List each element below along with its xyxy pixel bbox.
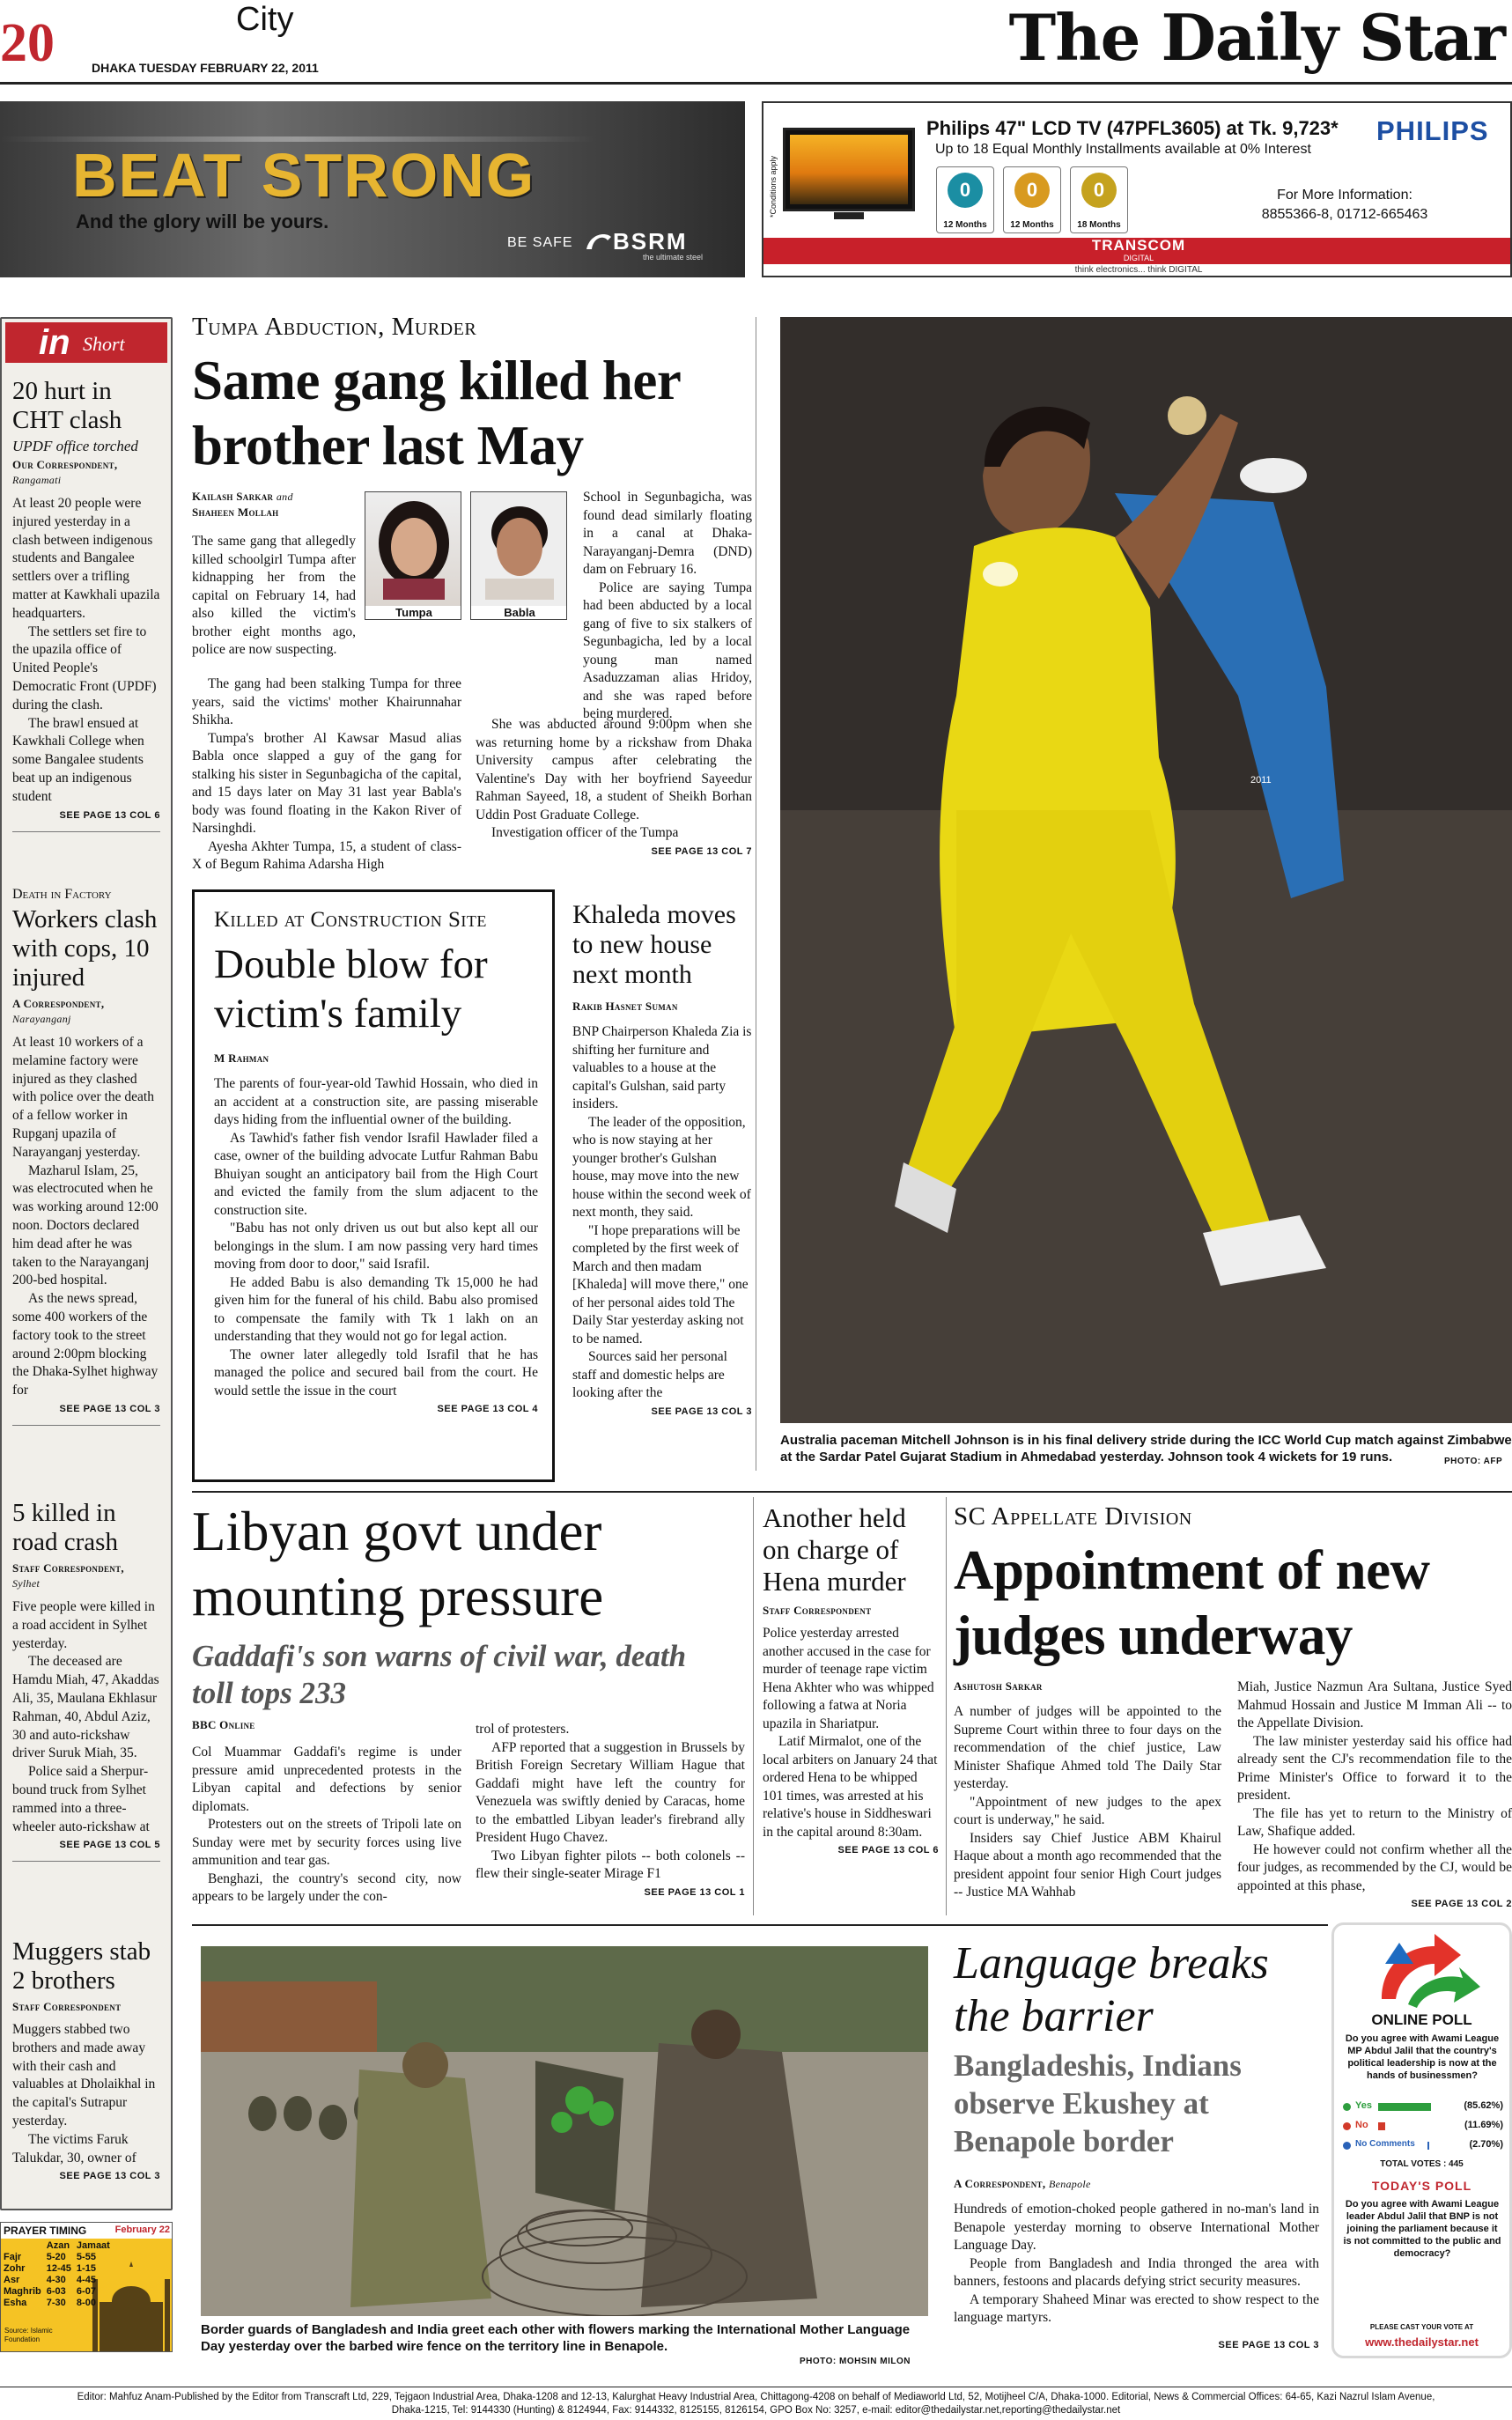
prayer-cell: Maghrib (4, 2286, 41, 2297)
story-byline: BBC Online (192, 1718, 255, 1731)
info-label: For More Information: (1277, 188, 1412, 203)
poll-cast-label: PLEASE CAST YOUR VOTE AT (1369, 2323, 1474, 2331)
prayer-cell: 8-00 (76, 2298, 96, 2308)
prayer-cell: 7-30 (46, 2298, 66, 2308)
see-page-link[interactable]: SEE PAGE 13 COL 6 (837, 1845, 939, 1856)
prayer-row (4, 2263, 114, 2275)
photo-credit: PHOTO: MOHSIN MILON (800, 2357, 911, 2366)
badge-flexi: 0 12 Months (1003, 166, 1061, 233)
bsrm-brand: BSRM (613, 228, 688, 255)
transcom-sub: DIGITAL (1123, 254, 1154, 262)
prayer-row (4, 2252, 114, 2263)
prayer-timing-box (0, 2222, 173, 2352)
badge-0pct: 0 12 Months (936, 166, 994, 233)
see-page-link[interactable]: SEE PAGE 13 COL 5 (59, 1840, 160, 1851)
prayer-table (4, 2240, 114, 2309)
see-page-link[interactable]: SEE PAGE 13 COL 3 (1218, 2339, 1319, 2350)
story-column-1: A number of judges will be appointed to the Supreme Court within three to four days on the recommendation of the chief justice, Law Minister Shafique Ahmed told The Daily Star yesterday. "Appointment of new judges to the apex court is underway," he said. Insiders say Chief Justice ABM Khairul Haque about a month ago recommended that the president appoint four senior High Court judges -- Justice MA Wahhab (954, 1704, 1221, 1900)
prayer-row (4, 2275, 114, 2286)
brief-title: Muggers stab 2 brothers (12, 1937, 151, 1995)
story-subhead: Bangladeshis, Indians observe Ekushey at Benapole border (954, 2048, 1242, 2158)
poll-bar-yes (1378, 2103, 1431, 2111)
border-guards-photo (201, 1946, 928, 2316)
be-safe-text: BE SAFE (507, 235, 573, 250)
judges-story (954, 1502, 1512, 1916)
prayer-cell: 12-45 (46, 2263, 71, 2274)
story-column-1: Col Muammar Gaddafi's regime is under pressure amid unprecedented protests in the Libyan capital and defections by senior diplomats. Protesters out on the streets of Tripoli late on Sunday were met by security forces using live ammunition and tear gas. Benghazi, the country's second city, now appears to be largely under the con- (192, 1745, 461, 1904)
column-rule (946, 1497, 947, 1915)
story-headline: Libyan govt under mounting pressure (192, 1501, 604, 1627)
prayer-row (4, 2286, 114, 2298)
prayer-cell: 5-55 (76, 2252, 96, 2262)
see-page-link[interactable]: SEE PAGE 13 COL 3 (59, 1403, 160, 1414)
see-page-link[interactable]: SEE PAGE 13 COL 4 (437, 1404, 538, 1414)
story-column-1b: The gang had been stalking Tumpa for three years, said the victims' mother Khairunnahar Shikha. Tumpa's brother Al Kawsar Masud alias Babla once slapped a guy of the gang for stalking his sister in Segunbagicha of the capital, and 15 days later on May 31 last year Babla's body was found floating in the Kakon River of Narsinghdi. Ayesha Akhter Tumpa, 15, a student of class-X of Begum Rahima Adarsha High (192, 676, 461, 872)
brief-road-crash: 5 killed in road crash Staff Correspondent, Sylhet Five people were killed in a road accident in Sylhet yesterday. The deceased are Hamdu Miah, 47, Akaddas Ali, 35, Maulana Ekhlasur Rahman, 40, Abdul Aziz, 30 and auto-rickshaw driver Suruk Miah, 35. Police said a Sherpur-bound truck from Sylhet rammed into a three-wheeler auto-rickshaw at SEE PAGE 13 COL 5 (12, 1499, 160, 1862)
transcom-name: TRANSCOM (1091, 237, 1186, 254)
prayer-cell: 6-07 (76, 2286, 96, 2297)
poll-bar-no (1378, 2122, 1385, 2130)
bsrm-brand-sub: the ultimate steel (643, 253, 704, 262)
newspaper-name: The Daily Star (1008, 0, 1505, 75)
poll-question: Do you agree with Awami League MP Abdul Jalil that the country's political leadership is now at the hands of businessmen? (1345, 2033, 1500, 2081)
poll-total: TOTAL VOTES : 445 (1380, 2159, 1464, 2169)
prayer-cell: 4-30 (46, 2275, 66, 2285)
prayer-column-header (4, 2240, 47, 2252)
section-rule (192, 1924, 1328, 1926)
online-poll-box[interactable] (1331, 1922, 1512, 2358)
victim-photo-babla (470, 491, 567, 620)
prayer-cell: Esha (4, 2298, 27, 2308)
masthead-rule (0, 82, 1512, 85)
philips-installments: Up to 18 Equal Monthly Installments available at 0% Interest (935, 142, 1311, 157)
transcom-strap: think electronics... think DIGITAL (1074, 265, 1203, 275)
poll-option-no: No (11.69%) (1343, 2117, 1503, 2136)
transcom-band (763, 238, 1512, 264)
brief-muggers: Muggers stab 2 brothers Staff Correspondent Muggers stabbed two brothers and made away with their cash and valuables at Dholaikhal in the capital's Sutrapur yesterday. The victims Faruk Talukdar, 30, owner of SEE PAGE 13 COL 3 (12, 1937, 160, 2182)
bsrm-headline: BEAT STRONG (72, 141, 536, 210)
installment-badges (936, 166, 1130, 235)
in-short-column (0, 317, 173, 2210)
dateline: DHAKA TUESDAY FEBRUARY 22, 2011 (92, 61, 319, 75)
prayer-column-header: Azan (46, 2240, 70, 2251)
see-page-link[interactable]: SEE PAGE 13 COL 3 (59, 2171, 160, 2182)
philips-brand: PHILIPS (1376, 115, 1489, 146)
brief-byline: A Correspondent, (12, 997, 105, 1010)
story-byline: Rakib Hasnet Suman (572, 1000, 678, 1013)
see-page-link[interactable]: SEE PAGE 13 COL 1 (644, 1886, 745, 1898)
footer-imprint: Editor: Mahfuz Anam-Published by the Editor from Transcraft Ltd, 229, Tejgaon Industrial Area, Dhaka-1208 and 12-13, Kalurghat Heavy Industrial Area, Chittagong-4208 on behalf of Mediaworld Ltd, 52, Motijheel C/A, Dhaka-1000. Editorial, News & Commercial Offices: 64-65, Kazi Nazrul Islam Avenue, Dhaka-1215, Tel: 9144330 (Hunting) & 8124944, Fax: 9144332, 8125155, 8126154, GPO Box No: 3257, e-mail: editor@thedailystar.net,reporting@thedailystar.net (77, 2392, 1435, 2416)
prayer-cell: Fajr (4, 2252, 22, 2262)
brief-title: Workers clash with cops, 10 injured (12, 905, 158, 992)
tumpa-story: Tumpa Abduction, Murder Same gang killed her brother last May Kailash Sarkar and Shaheen Mollah Tumpa Babla The same gang that allegedly killed schoolgirl Tumpa after kidnapping her from the capital on February 14, had also killed the victim's brother eight months ago, police are now suspecting. The gang had been stalking Tumpa for three years, said the victims' mother Khairunnahar Shikha. Tumpa's brother Al Kawsar Masud alias Babla once slapped a guy of the gang for stalking his sister in Segunbagicha of the capital, and 15 days later on May 31 last year Babla's body was found floating in the Kakon River of Narsinghdi. Ayesha Akhter Tumpa, 15, a student of class-X of Begum Rahima Adarsha High School in Segunbagicha, was found dead similarly floating in a canal at Dhaka-Narayanganj-Demra (DND) dam on February 16. Police are saying Tumpa had been abducted by a local gang of five to six stalkers of Segunbagicha, led by a local young man named Asaduzzaman alias Hridoy, and she was raped before being murdered. She was abducted around 9:00pm when she was returning home by a rickshaw from Dhaka University campus after celebrating the Valentine's Day with her boyfriend Sayeedur Rahman Sayeed, 18, a student of Sheikh Borhan Uddin Post Graduate College. Investigation officer of the Tumpa SEE PAGE 13 COL 7 (192, 313, 752, 885)
poll-url-link[interactable]: www.thedailystar.net (1365, 2335, 1479, 2349)
prayer-column-header: Jamaat (76, 2240, 110, 2251)
khaleda-story (572, 900, 752, 1481)
language-story: Language breaks the barrier Bangladeshis, Indians observe Ekushey at Benapole border A Correspondent, Benapole Hundreds of emotion-choked people gathered in no-man's land in Benapole yesterday morning to observe International Mother Language Day. People from Bangladesh and India thronged the area with banners, festoons and placards defying strict security measures. A temporary Shaheed Minar was erected to show respect to the language martyrs. SEE PAGE 13 COL 3 (954, 1938, 1319, 2350)
see-page-link[interactable]: SEE PAGE 13 COL 6 (59, 809, 160, 821)
brief-title: 5 killed in road crash (12, 1499, 118, 1556)
story-byline: M Rahman (214, 1051, 269, 1065)
hena-story: Another held on charge of Hena murder Staff Correspondent Police yesterday arrested another accused in the case for murder of teenage rape victim Hena Akhter who was whipped following a fatwa at Noria upazila in Shariatpur. Latif Mirmalot, one of the local arbiters on January 24 that ordered Hena to be whipped 101 times, was arrested at his relative's house in Siddheswari in the capital around 8:30am. SEE PAGE 13 COL 6 (763, 1502, 939, 1856)
see-page-link[interactable]: SEE PAGE 13 COL 3 (651, 1406, 752, 1417)
poll-option-nocomment: No Comments (2.70%) (1343, 2136, 1503, 2156)
in-short-header: in Short (5, 322, 167, 363)
section-label: City (236, 1, 294, 38)
cricket-photo-caption: Australia paceman Mitchell Johnson is in his final delivery stride during the ICC World Cup match against Zimbabwe at the Sardar Patel Gujarat Stadium in Ahmedabad yesterday. Johnson took 4 wickets for 19 runs. (780, 1433, 1512, 1465)
prayer-cell: Zohr (4, 2263, 26, 2274)
story-kicker: Killed at Construction Site (214, 908, 487, 932)
brief-subtitle: UPDF office torched (12, 438, 138, 454)
column-rule (753, 1497, 754, 1915)
bsrm-ad[interactable] (0, 101, 745, 277)
story-kicker: SC Appellate Division (954, 1502, 1192, 1531)
todays-poll-title: TODAY'S POLL (1371, 2179, 1472, 2193)
story-headline: Language breaks the barrier (954, 1938, 1269, 2041)
story-headline: Same gang killed her brother last May (192, 350, 681, 476)
story-kicker: Tumpa Abduction, Murder (192, 313, 477, 341)
prayer-cell: 4-45 (76, 2275, 96, 2285)
badge-bank: 0 18 Months (1070, 166, 1128, 233)
prayer-header: PRAYER TIMING February 22 (1, 2223, 173, 2239)
story-byline: Ashutosh Sarkar (954, 1679, 1043, 1693)
poll-title: ONLINE POLL (1371, 2011, 1472, 2028)
story-column-1: The same gang that allegedly killed schoolgirl Tumpa after kidnapping her from the capital on February 14, had also killed the victim's brother eight months ago, police are now suspecting. (192, 534, 356, 657)
libya-story (192, 1499, 747, 1913)
poll-results (1343, 2098, 1503, 2156)
see-page-link[interactable]: SEE PAGE 13 COL 2 (1411, 1899, 1512, 1909)
story-body: The parents of four-year-old Tawhid Hossain, who died in an accident at a construction site, are passing miserable days hiding from the influential owner of the building. As Tawhid's father fish vendor Israfil Hawlader filed a case, owner of the building advocate Lutfur Rahman Babu Bhuiyan sought an anticipatory bail from the High Court and evicted the family from the slum adjacent to the construction site. "Babu has not only driven us out but also kept all our belongings in the slum. I am now passing very hard times moving from door to door," said Israfil. He added Babu is also demanding Tk 15,000 he had given him for the funeral of his child. Babu also promised to compensate the family with Tk 1 lakh on an understanding that they would not go for legal action. The owner later allegedly told Israfil that he has managed the police and secured bail from the court. He would settle the issue in the court SEE PAGE 13 COL 4 (214, 1076, 538, 1414)
brief-kicker: Death in Factory (12, 887, 112, 902)
story-headline: Double blow for victim's family (214, 941, 488, 1037)
double-blow-story (192, 889, 555, 1482)
masthead (0, 0, 1512, 88)
prayer-cell: Asr (4, 2275, 20, 2285)
photo-label: Babla (471, 606, 567, 619)
bsrm-tagline: And the glory will be yours. (76, 210, 329, 232)
story-column-2: trol of protesters. AFP reported that a suggestion in Brussels by British Foreign Secretary William Hague that Gaddafi might have left the country for Venezuela was swiftly denied by Caracas, home to the embattled Libyan leader's firebrand ally President Hugo Chavez. Two Libyan fighter pilots -- both colonels -- flew their single-seater Mirage F1 SEE PAGE 13 COL 1 (476, 1722, 745, 1898)
border-photo-caption: Border guards of Bangladesh and India greet each other with flowers marking the International Mother Language Day yesterday over the barbed wire fence on the territory line in Benapole. (201, 2322, 911, 2354)
todays-poll-question: Do you agree with Awami League leader Abdul Jalil that BNP is not joining the parliament because it is not committed to the public and democracy? (1343, 2199, 1501, 2259)
prayer-cell: 6-03 (46, 2286, 66, 2297)
tv-stand (834, 212, 864, 219)
poll-bar-nocomment (1427, 2142, 1429, 2150)
brief-byline: Our Correspondent, (12, 458, 118, 471)
story-column-2: School in Segunbagicha, was found dead similarly floating in a canal at Dhaka-Narayanganj-Demra (DND) dam on February 16. Police are saying Tumpa had been abducted by a local gang of five to six stalkers of Segunbagicha, led by a local young man named Asaduzzaman alias Hridoy, and she was raped before being murdered. (583, 490, 752, 721)
poll-arrows-icon (1364, 1929, 1484, 2008)
story-byline: Staff Correspondent (763, 1604, 872, 1617)
story-byline: A Correspondent, Benapole (954, 2177, 1091, 2190)
story-headline: Another held on charge of Hena murder (763, 1502, 906, 1597)
photo-label: Tumpa (365, 606, 461, 619)
story-subhead: Gaddafi's son warns of civil war, death toll tops 233 (192, 1639, 687, 1710)
philips-side-note: *Conditions apply (769, 155, 778, 218)
brief-cht-clash: 20 hurt in CHT clash UPDF office torched Our Correspondent, Rangamati At least 20 people were injured yesterday in a clash between indigenous students and Bangalee settlers over a trifling matter at Kawkhali upazila headquarters. The settlers set fire to the upazila office of United People's Democratic Front (UPDF) during the clash. The brawl ensued at Kawkhali College when some Bangalee students beat up an indigenous student SEE PAGE 13 COL 6 (12, 377, 160, 832)
page-number: 20 (0, 13, 55, 73)
brief-factory: Death in Factory Workers clash with cops, 10 injured A Correspondent, Narayanganj At least 10 workers of a melamine factory were injured as they clashed with police over the death of a fellow worker in Rupganj upazila of Narayanganj yesterday. Mazharul Islam, 25, was electrocuted when he was working around 12:00 noon. Doctors declared him dead after he was taken to the Narayanganj 200-bed hospital. As the news spread, some 400 workers of the factory took to the street around 2:00pm blocking the Dhaka-Sylhet highway for SEE PAGE 13 COL 3 (12, 887, 160, 1426)
story-column-2: Miah, Justice Nazmun Ara Sultana, Justice Syed Mahmud Hossain and Justice M Imman Ali -- to the Appellate Division. The law minister yesterday said his office had already sent the CJ's recommendation file to the Prime Minister's Office to forward it to the president. The file has yet to return to the Ministry of Law, Shafique added. He however could not confirm whether all the four judges, as recommended by the CJ, would be appointed at this phase, SEE PAGE 13 COL 2 (1237, 1679, 1512, 1909)
story-byline: Kailash Sarkar and (192, 490, 293, 503)
brief-byline: Staff Correspondent, (12, 1561, 124, 1575)
tv-image (783, 128, 915, 211)
prayer-cell: 1-15 (76, 2263, 96, 2274)
philips-product: Philips 47" LCD TV (47PFL3605) at Tk. 9,723* (926, 117, 1339, 139)
cricket-photo (780, 317, 1512, 1423)
prayer-row (4, 2298, 114, 2309)
story-headline: Khaleda moves to new house next month (572, 900, 736, 989)
brief-title: 20 hurt in CHT clash (12, 377, 122, 434)
poll-option-yes: Yes (85.62%) (1343, 2098, 1503, 2117)
story-column-2b: She was abducted around 9:00pm when she was returning home by a rickshaw from Dhaka University campus after celebrating the Valentine's Day with her boyfriend Sayeedur Rahman Sayeed, 18, a student of Sheikh Borhan Uddin Post Graduate College. Investigation officer of the Tumpa SEE PAGE 13 COL 7 (476, 717, 752, 857)
prayer-cell: 5-20 (46, 2252, 66, 2262)
philips-ad[interactable] (762, 101, 1512, 277)
prayer-source: Source: Islamic Foundation (4, 2327, 53, 2343)
info-phones: 8855366-8, 01712-665463 (1261, 207, 1428, 222)
umpire-bib-text: 2011 (1250, 775, 1272, 786)
photo-credit: PHOTO: AFP (1444, 1457, 1503, 1466)
see-page-link[interactable]: SEE PAGE 13 COL 7 (651, 845, 752, 857)
brief-byline: Staff Correspondent (12, 2000, 122, 2013)
section-rule (192, 1491, 1512, 1493)
bsrm-logo-icon (581, 230, 615, 255)
story-headline: Appointment of new judges underway (954, 1539, 1430, 1666)
story-body: BNP Chairperson Khaleda Zia is shifting her furniture and valuables to a house at the capital's Gulshan, said party insiders. The leader of the opposition, who is now staying at her younger brother's Gulshan house, may move into the new house within the second week of next month, they said. "I hope preparations will be completed by the first week of March and then madam [Khaleda] will move there," one of her personal aides told The Daily Star yesterday asking not to be named. Sources said her personal staff and domestic helps are looking after the SEE PAGE 13 COL 3 (572, 1024, 752, 1417)
